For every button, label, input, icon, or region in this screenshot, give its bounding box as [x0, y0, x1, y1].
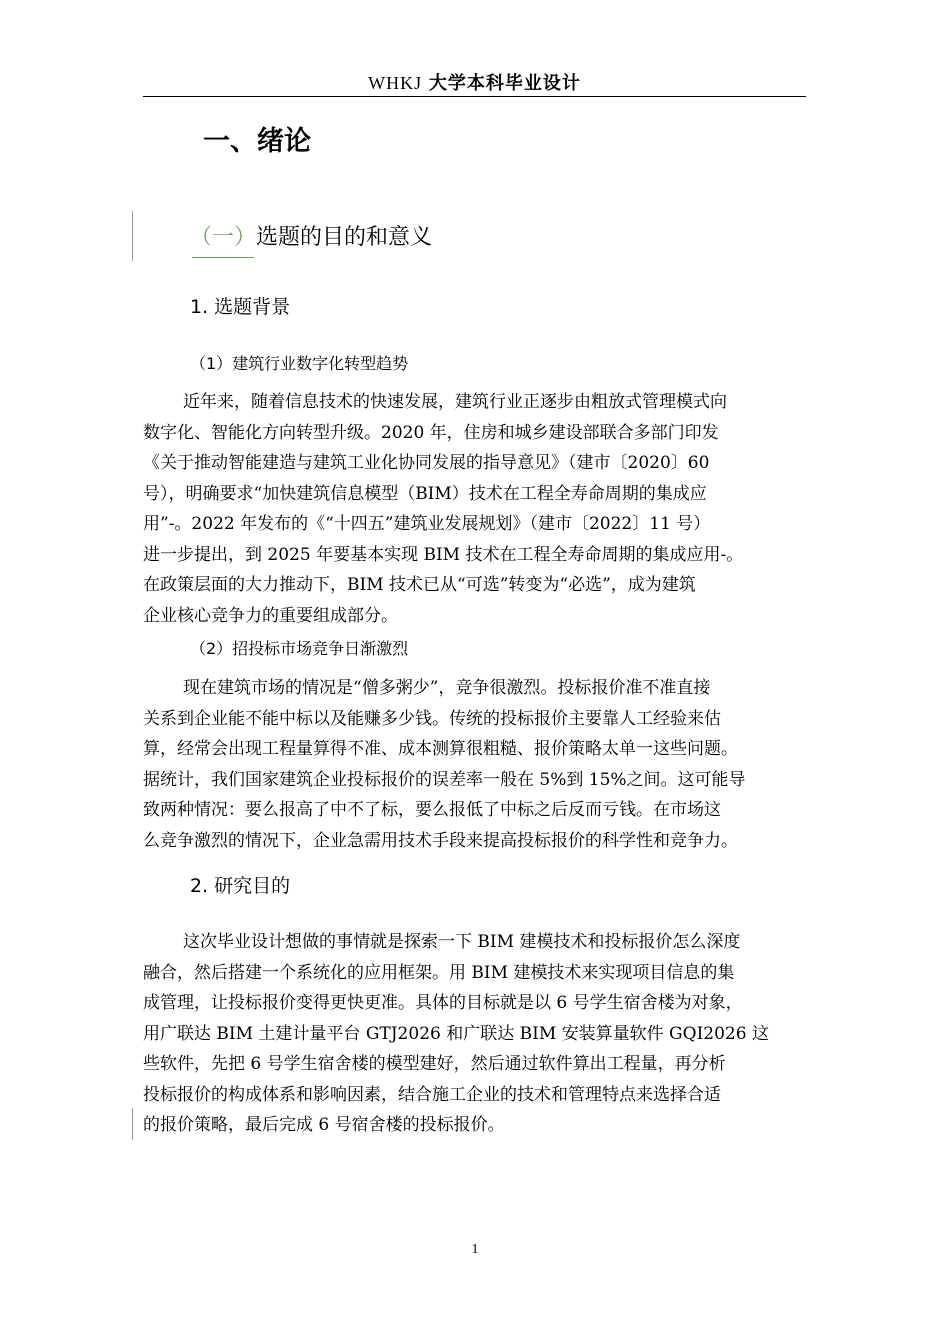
section-heading	[190, 222, 432, 254]
page-number: 1	[471, 1242, 479, 1257]
paragraph-line: 《关于推动智能建造与建筑工业化协同发展的指导意见》（建市〔2020〕60	[143, 453, 710, 473]
item-1-title: （1）建筑行业数字化转型趋势	[190, 354, 409, 373]
paragraph-line: 近年来，随着信息技术的快速发展，建筑行业正逐步由粗放式管理模式向	[183, 392, 727, 412]
paragraph-line: 么竞争激烈的情况下，企业急需用技术手段来提高投标报价的科学性和竞争力。	[143, 830, 738, 851]
paragraph-line: 融合，然后搭建一个系统化的应用框架。用 BIM 建模技术来实现项目信息的集	[143, 962, 735, 983]
paragraph-line: 成管理，让投标报价变得更快更准。具体的目标就是以 6 号学生宿舍楼为对象，	[143, 993, 743, 1013]
paragraph-line: 现在建筑市场的情况是“僧多粥少”，竞争很激烈。投标报价准不准直接	[183, 678, 711, 698]
paragraph-line: 些软件，先把 6 号学生宿舍楼的模型建好，然后通过软件算出工程量，再分析	[143, 1054, 726, 1074]
item-1-paragraph	[143, 387, 806, 631]
paragraph-line: 投标报价的构成体系和影响因素，结合施工企业的技术和管理特点来选择合适	[143, 1084, 721, 1105]
paragraph-line: 致两种情况：要么报高了中不了标，要么报低了中标之后反而亏钱。在市场这	[143, 800, 721, 820]
paragraph-line: 进一步提出，到 2025 年要基本实现 BIM 技术在工程全寿命周期的集成应用-。	[143, 544, 744, 565]
paragraph-line: 数字化、智能化方向转型升级。2020 年，住房和城乡建设部联合多部门印发	[143, 422, 719, 443]
header-latin: WHKJ	[368, 73, 423, 93]
item-2-title: （2）招投标市场竞争日渐激烈	[190, 639, 409, 658]
subsection-1-title: 1. 选题背景	[190, 296, 291, 318]
header-title: 大学本科毕业设计	[428, 73, 581, 94]
paragraph-line: 关系到企业能不能中标以及能赚多少钱。传统的投标报价主要靠人工经验来估	[143, 708, 721, 729]
section-title: 选题的目的和意义	[256, 225, 433, 250]
paragraph-line: 号），明确要求“加快建筑信息模型（BIM）技术在工程全寿命周期的集成应	[143, 483, 707, 504]
paragraph-line: 用广联达 BIM 土建计量平台 GTJ2026 和广联达 BIM 安装算量软件 GQI2026 这	[143, 1023, 769, 1044]
paragraph-line: 据统计，我们国家建筑企业投标报价的误差率一般在 5%到 15%之间。这可能导	[143, 769, 746, 790]
page-header	[143, 70, 806, 97]
section-marker: （一）	[190, 222, 256, 254]
paragraph-line: 企业核心竞争力的重要组成部分。	[143, 605, 398, 626]
paragraph-line: 的报价策略，最后完成 6 号宿舍楼的投标报价。	[143, 1115, 505, 1135]
margin-mark-top	[132, 211, 133, 261]
paragraph-line: 用”-。2022 年发布的《“十四五”建筑业发展规划》（建市〔2022〕11 号）	[143, 514, 711, 534]
paragraph-line: 在政策层面的大力推动下，BIM 技术已从“可选”转变为“必选”，成为建筑	[143, 575, 696, 595]
paragraph-line: 这次毕业设计想做的事情就是探索一下 BIM 建模技术和投标报价怎么深度	[183, 932, 741, 952]
margin-mark-bottom	[132, 1108, 133, 1140]
item-2-paragraph	[143, 673, 806, 856]
subsection-2-title: 2. 研究目的	[190, 875, 291, 897]
chapter-title: 一、绪论	[203, 126, 311, 157]
paragraph-line: 算，经常会出现工程量算得不准、成本测算很粗糙、报价策略太单一这些问题。	[143, 739, 738, 759]
subsection-2-paragraph	[143, 927, 806, 1141]
